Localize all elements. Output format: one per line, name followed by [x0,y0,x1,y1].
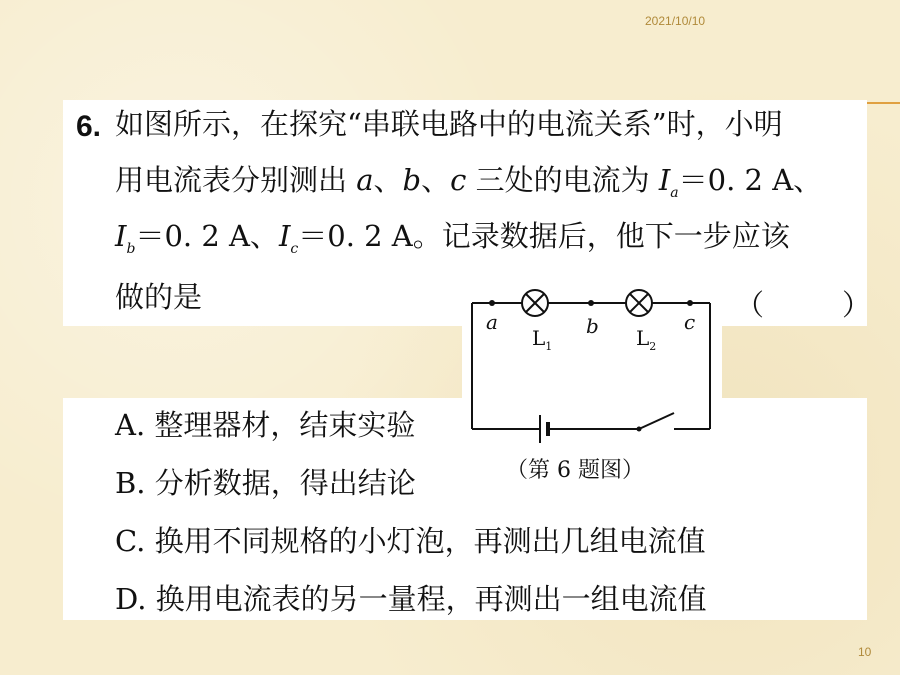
lamp-l1-icon [522,290,548,316]
point-b [588,300,594,306]
label-b: b [586,314,599,338]
lamp-l1-label: $L_1$ [532,326,553,353]
decorative-line [862,102,900,104]
question-number: 6. [76,110,102,143]
slide-date: 2021/10/10 [645,14,706,28]
answer-paren-open: （ [735,288,765,322]
question-line-4: 做的是 [115,280,203,314]
question-line-3: $I_b=0$. 2 A、$I_c=0$. 2 A。记录数据后，他下一步应该 [115,219,790,257]
circuit-diagram [462,285,722,485]
answer-paren-close: ） [842,288,872,322]
question-line-1: 如图所示，在探究“串联电路中的电流关系”时，小明 [115,107,783,141]
point-c [687,300,693,306]
label-c: c [684,310,696,334]
option-d[interactable]: D. 换用电流表的另一量程，再测出一组电流值 [115,582,707,616]
point-a [489,300,495,306]
option-b[interactable]: B. 分析数据，得出结论 [115,466,416,500]
page-number: 10 [858,645,872,659]
label-a: a [486,310,498,334]
lamp-l2-icon [626,290,652,316]
figure-caption: （第 6 题图） [506,458,644,483]
lamp-l2-label: $L_2$ [636,326,657,353]
option-c[interactable]: C. 换用不同规格的小灯泡，再测出几组电流值 [115,524,706,558]
question-line-2: 用电流表分别测出 a、b、c 三处的电流为 $I_a=0$. 2 A、 [115,163,823,201]
option-a[interactable]: A. 整理器材，结束实验 [115,408,416,442]
